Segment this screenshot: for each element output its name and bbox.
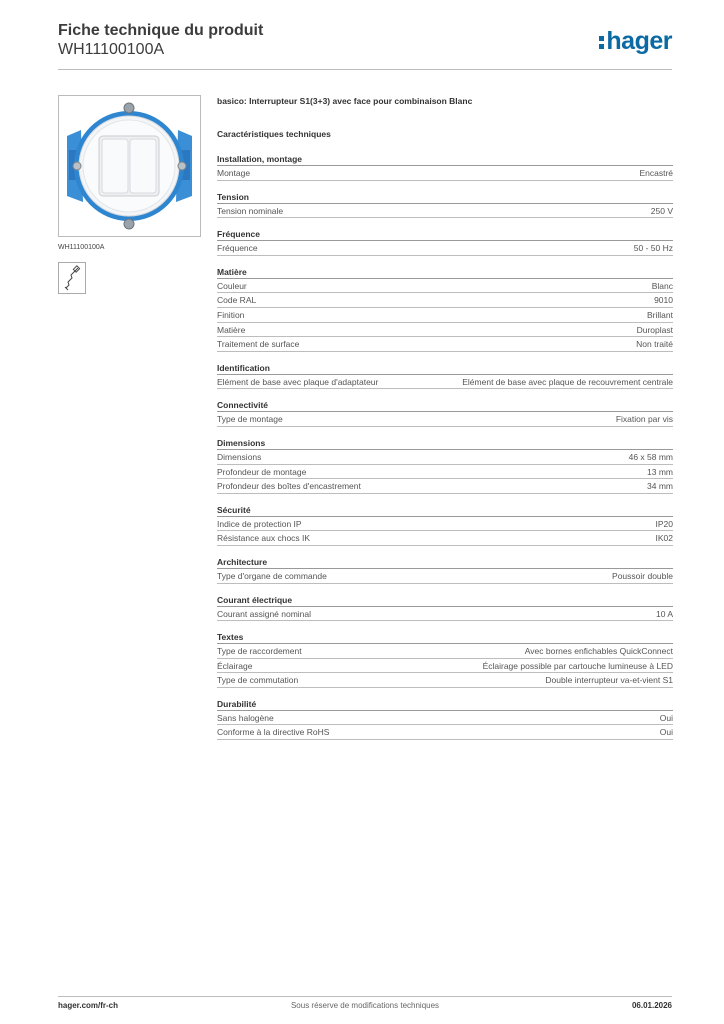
spec-label: Type d'organe de commande: [217, 570, 327, 581]
spec-row: [217, 725, 673, 740]
spec-row: [217, 659, 673, 674]
spec-label: Éclairage: [217, 660, 253, 671]
spec-row: [217, 241, 673, 256]
spec-section: [217, 557, 673, 584]
plug-connector-icon: [59, 263, 85, 293]
product-code: WH11100100A: [58, 41, 165, 58]
section-title: Courant électrique: [217, 595, 673, 607]
section-title: Connectivité: [217, 400, 673, 412]
footer-date: 06.01.2026: [631, 1001, 672, 1010]
spec-label: Sans halogène: [217, 712, 274, 723]
spec-label: Fréquence: [217, 243, 258, 254]
spec-section: [217, 595, 673, 622]
spec-value: 10 A: [655, 608, 673, 619]
spec-label: Dimensions: [217, 451, 262, 462]
spec-label: Courant assigné nominal: [217, 608, 312, 619]
spec-value: Blanc: [651, 280, 673, 291]
spec-value: Elément de base avec plaque de recouvrement centrale: [462, 376, 673, 387]
spec-row: [217, 308, 673, 323]
spec-label: Tension nominale: [217, 205, 284, 216]
section-title: Dimensions: [217, 438, 673, 450]
section-title: Installation, montage: [217, 154, 673, 166]
spec-value: 46 x 58 mm: [628, 451, 673, 462]
spec-value: IK02: [655, 533, 673, 544]
page-title: Fiche technique du produit: [58, 22, 264, 39]
spec-value: Poussoir double: [612, 570, 673, 581]
spec-label: Elément de base avec plaque d'adaptateur: [217, 376, 379, 387]
page-header: [58, 22, 672, 70]
section-title: Textes: [217, 632, 673, 644]
spec-row: [217, 337, 673, 352]
spec-section: [217, 632, 673, 688]
section-title: Tension: [217, 192, 673, 204]
spec-row: [217, 204, 673, 219]
footer-website-link[interactable]: hager.com/fr-ch: [58, 1001, 119, 1010]
spec-value: Oui: [659, 712, 673, 723]
product-image: [58, 95, 201, 237]
product-title: basico: Interrupteur S1(3+3) avec face pour combinaison Blanc: [217, 96, 473, 106]
logo-text: hager: [606, 27, 672, 55]
spec-section: [217, 363, 673, 390]
spec-label: Résistance aux chocs IK: [217, 533, 311, 544]
spec-row: [217, 166, 673, 181]
spec-value: Non traité: [636, 339, 673, 350]
spec-label: Traitement de surface: [217, 339, 300, 350]
spec-section: [217, 438, 673, 494]
section-title: Identification: [217, 363, 673, 375]
spec-value: Avec bornes enfichables QuickConnect: [524, 646, 673, 657]
spec-label: Montage: [217, 168, 251, 178]
spec-value: 250 V: [650, 205, 673, 216]
section-title: Sécurité: [217, 505, 673, 517]
spec-label: Type de montage: [217, 414, 283, 425]
spec-row: [217, 644, 673, 659]
spec-value: Fixation par vis: [615, 414, 673, 425]
spec-section: [217, 267, 673, 352]
spec-value: IP20: [655, 518, 673, 529]
section-title: Architecture: [217, 557, 673, 569]
page-footer: [58, 996, 672, 1016]
spec-row: [217, 607, 673, 622]
spec-section: [217, 400, 673, 427]
spec-section: [217, 192, 673, 219]
footer-disclaimer: Sous réserve de modifications techniques: [290, 1001, 440, 1010]
spec-label: Finition: [217, 309, 245, 320]
section-title: Matière: [217, 267, 673, 279]
spec-row: [217, 375, 673, 390]
image-caption: WH11100100A: [58, 244, 105, 251]
spec-value: 9010: [654, 295, 673, 306]
spec-label: Type de raccordement: [217, 646, 302, 657]
spec-value: 50 - 50 Hz: [633, 243, 673, 254]
spec-label: Couleur: [217, 280, 247, 291]
connection-icon-box: [58, 262, 86, 294]
spec-label: Profondeur des boîtes d'encastrement: [217, 481, 361, 492]
spec-content: [217, 96, 673, 740]
spec-value: Éclairage possible par cartouche lumineuse à LED: [482, 660, 673, 671]
spec-row: [217, 479, 673, 494]
spec-section: [217, 699, 673, 740]
logo-dots-icon: [599, 33, 604, 52]
spec-row: [217, 531, 673, 546]
spec-label: Indice de protection IP: [217, 518, 302, 529]
spec-row: [217, 323, 673, 338]
spec-section: [217, 505, 673, 546]
spec-value: Duroplast: [636, 324, 673, 335]
hager-logo: [599, 28, 672, 54]
spec-value: 13 mm: [647, 466, 673, 477]
section-title: Durabilité: [217, 699, 673, 711]
spec-row: [217, 517, 673, 532]
spec-row: [217, 450, 673, 465]
section-title: Fréquence: [217, 229, 673, 241]
spec-value: Encastré: [639, 168, 673, 178]
spec-label: Profondeur de montage: [217, 466, 307, 477]
spec-value: Brillant: [647, 309, 673, 320]
spec-section: [217, 229, 673, 256]
spec-section: [217, 154, 673, 181]
spec-label: Code RAL: [217, 295, 257, 306]
spec-value: Oui: [659, 727, 673, 738]
spec-row: [217, 673, 673, 688]
spec-label: Matière: [217, 324, 246, 335]
spec-row: [217, 569, 673, 584]
spec-label: Conforme à la directive RoHS: [217, 727, 330, 738]
spec-row: [217, 293, 673, 308]
specs-heading: Caractéristiques techniques: [217, 129, 331, 139]
spec-label: Type de commutation: [217, 675, 299, 686]
spec-sections: [217, 154, 673, 740]
spec-row: [217, 279, 673, 294]
spec-row: [217, 465, 673, 480]
spec-row: [217, 412, 673, 427]
spec-value: 34 mm: [647, 481, 673, 492]
spec-row: [217, 711, 673, 726]
switch-image-icon: [59, 96, 200, 236]
spec-value: Double interrupteur va-et-vient S1: [545, 675, 673, 686]
